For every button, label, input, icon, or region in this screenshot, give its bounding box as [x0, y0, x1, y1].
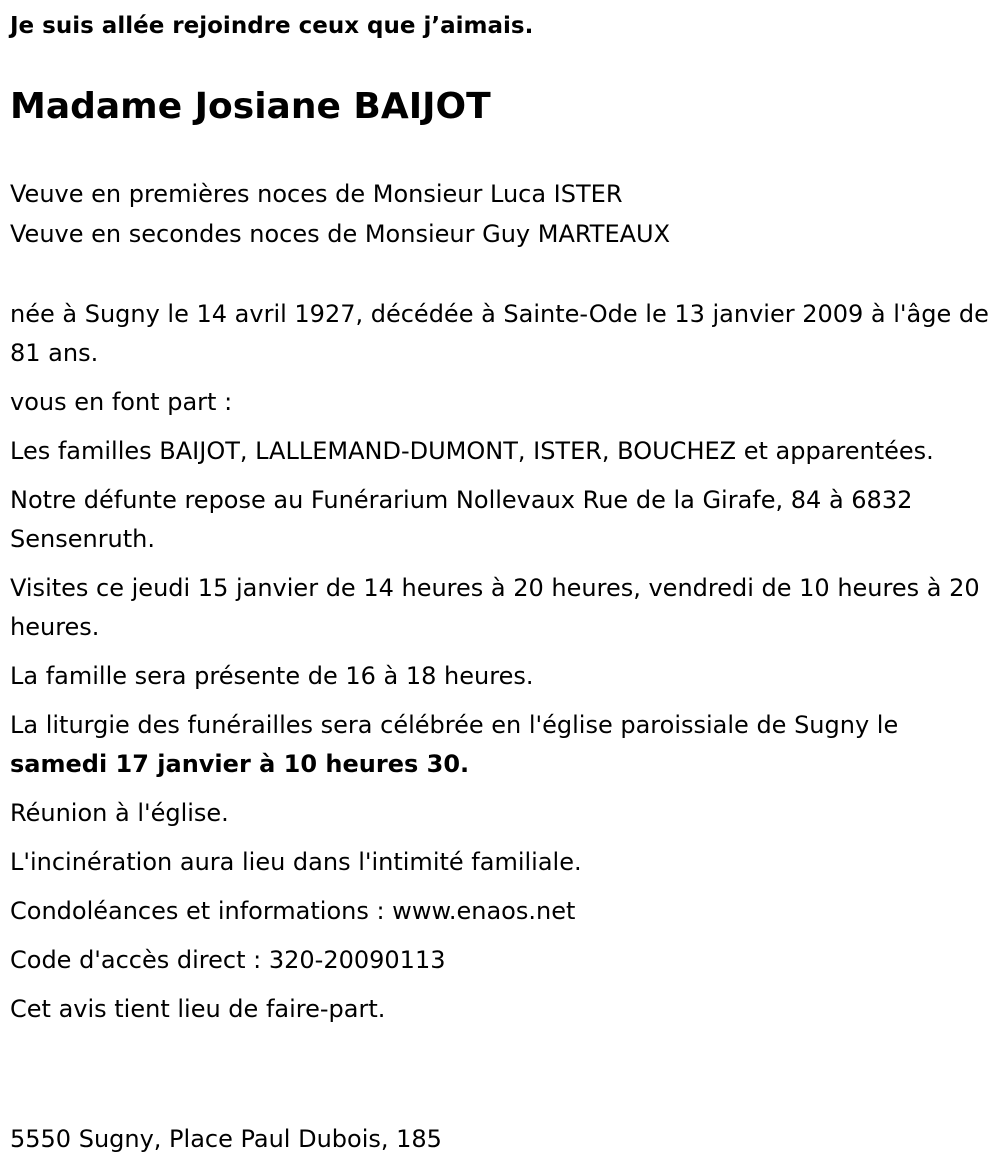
visits-paragraph: Visites ce jeudi 15 janvier de 14 heures à 20 heures, vendredi de 10 heures à 20 heures.: [10, 574, 980, 641]
liturgy-text: La liturgie des funérailles sera célébrée en l'église paroissiale de Sugny le: [10, 711, 899, 739]
rests-paragraph: Notre défunte repose au Funérarium Nollevaux Rue de la Girafe, 84 à 6832 Sensenruth.: [10, 486, 913, 553]
condolences-paragraph: Condoléances et informations : www.enaos.net: [10, 897, 576, 925]
family-present-paragraph: La famille sera présente de 16 à 18 heures.: [10, 662, 534, 690]
liturgy-paragraph: [10, 706, 990, 784]
birth-death-paragraph: née à Sugny le 14 avril 1927, décédée à Sainte-Ode le 13 janvier 2009 à l'âge de 81 ans.: [10, 300, 989, 367]
address-line: 5550 Sugny, Place Paul Dubois, 185: [10, 1125, 442, 1153]
widow-line-second: Veuve en secondes noces de Monsieur Guy MARTEAUX: [10, 220, 671, 248]
epitaph-quote: Je suis allée rejoindre ceux que j’aimais.: [10, 13, 534, 39]
notice-paragraph: Cet avis tient lieu de faire-part.: [10, 995, 386, 1023]
access-code-paragraph: Code d'accès direct : 320-20090113: [10, 946, 446, 974]
families-paragraph: Les familles BAIJOT, LALLEMAND-DUMONT, ISTER, BOUCHEZ et apparentées.: [10, 437, 934, 465]
notice-body: [10, 295, 990, 1039]
deceased-name: Madame Josiane BAIJOT: [10, 86, 491, 127]
liturgy-date: samedi 17 janvier à 10 heures 30.: [10, 750, 470, 778]
cremation-paragraph: L'incinération aura lieu dans l'intimité familiale.: [10, 848, 582, 876]
meeting-paragraph: Réunion à l'église.: [10, 799, 229, 827]
announce-paragraph: vous en font part :: [10, 388, 233, 416]
widow-line-first: Veuve en premières noces de Monsieur Luca ISTER: [10, 180, 623, 208]
